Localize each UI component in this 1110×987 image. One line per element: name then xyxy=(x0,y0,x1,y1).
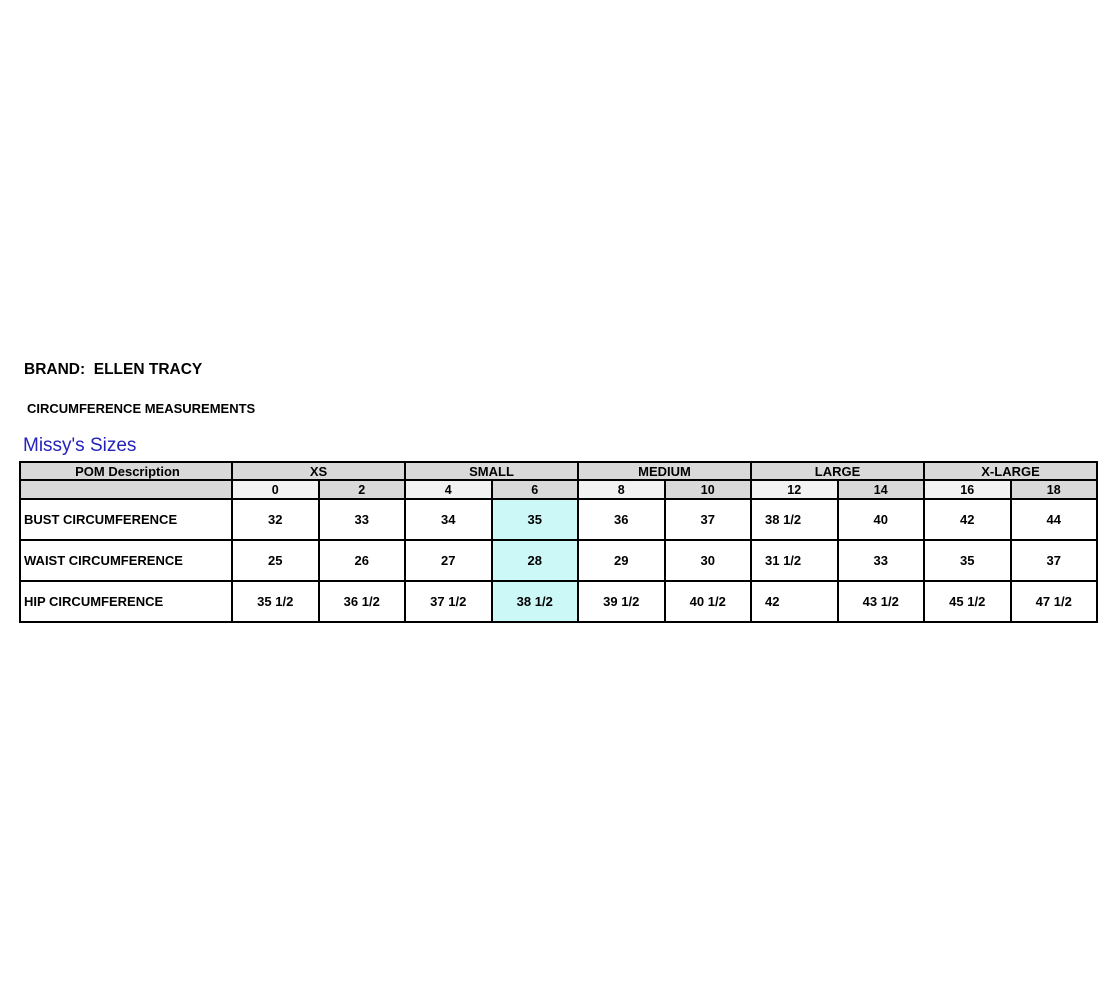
table-row-hip xyxy=(20,581,1097,622)
measurement-cell: 38 1/2 xyxy=(751,499,838,540)
section-title: CIRCUMFERENCE MEASUREMENTS xyxy=(27,401,256,416)
measurement-cell: 25 xyxy=(232,540,319,581)
size-number-header-row xyxy=(20,480,1097,499)
measurement-cell-highlighted: 38 1/2 xyxy=(492,581,579,622)
measurement-cell-highlighted: 28 xyxy=(492,540,579,581)
measurement-cell: 35 1/2 xyxy=(232,581,319,622)
measurement-cell: 42 xyxy=(751,581,838,622)
size-group-xlarge: X-LARGE xyxy=(924,462,1097,480)
measurement-cell: 30 xyxy=(665,540,752,581)
measurement-cell: 31 1/2 xyxy=(751,540,838,581)
row-label-bust: BUST CIRCUMFERENCE xyxy=(20,499,232,540)
size-column-2: 2 xyxy=(319,480,406,499)
measurement-cell: 34 xyxy=(405,499,492,540)
measurement-cell: 44 xyxy=(1011,499,1098,540)
measurement-cell: 26 xyxy=(319,540,406,581)
size-group-xs: XS xyxy=(232,462,405,480)
size-column-10: 10 xyxy=(665,480,752,499)
size-column-12: 12 xyxy=(751,480,838,499)
measurement-cell: 40 1/2 xyxy=(665,581,752,622)
measurement-cell: 40 xyxy=(838,499,925,540)
measurement-cell: 33 xyxy=(838,540,925,581)
blank-corner-cell xyxy=(20,480,232,499)
measurement-cell: 43 1/2 xyxy=(838,581,925,622)
measurement-cell: 47 1/2 xyxy=(1011,581,1098,622)
row-label-hip: HIP CIRCUMFERENCE xyxy=(20,581,232,622)
measurement-cell-highlighted: 35 xyxy=(492,499,579,540)
size-column-4: 4 xyxy=(405,480,492,499)
row-label-waist: WAIST CIRCUMFERENCE xyxy=(20,540,232,581)
measurement-cell: 36 1/2 xyxy=(319,581,406,622)
measurement-cell: 37 xyxy=(665,499,752,540)
measurement-cell: 42 xyxy=(924,499,1011,540)
size-column-6: 6 xyxy=(492,480,579,499)
size-column-16: 16 xyxy=(924,480,1011,499)
measurement-cell: 35 xyxy=(924,540,1011,581)
measurement-cell: 39 1/2 xyxy=(578,581,665,622)
size-column-0: 0 xyxy=(232,480,319,499)
measurement-cell: 37 xyxy=(1011,540,1098,581)
size-chart-table xyxy=(19,461,1098,623)
pom-description-header: POM Description xyxy=(20,462,232,480)
table-row-waist xyxy=(20,540,1097,581)
sheet-title-missys-sizes: Missy's Sizes xyxy=(23,435,137,456)
size-group-medium: MEDIUM xyxy=(578,462,751,480)
table-row-bust xyxy=(20,499,1097,540)
size-group-small: SMALL xyxy=(405,462,578,480)
size-group-header-row xyxy=(20,462,1097,480)
measurement-cell: 33 xyxy=(319,499,406,540)
brand-label: BRAND: ELLEN TRACY xyxy=(24,361,203,378)
measurement-cell: 45 1/2 xyxy=(924,581,1011,622)
measurement-cell: 32 xyxy=(232,499,319,540)
measurement-cell: 37 1/2 xyxy=(405,581,492,622)
size-column-18: 18 xyxy=(1011,480,1098,499)
size-column-8: 8 xyxy=(578,480,665,499)
measurement-cell: 29 xyxy=(578,540,665,581)
measurement-cell: 27 xyxy=(405,540,492,581)
size-group-large: LARGE xyxy=(751,462,924,480)
measurement-cell: 36 xyxy=(578,499,665,540)
size-column-14: 14 xyxy=(838,480,925,499)
